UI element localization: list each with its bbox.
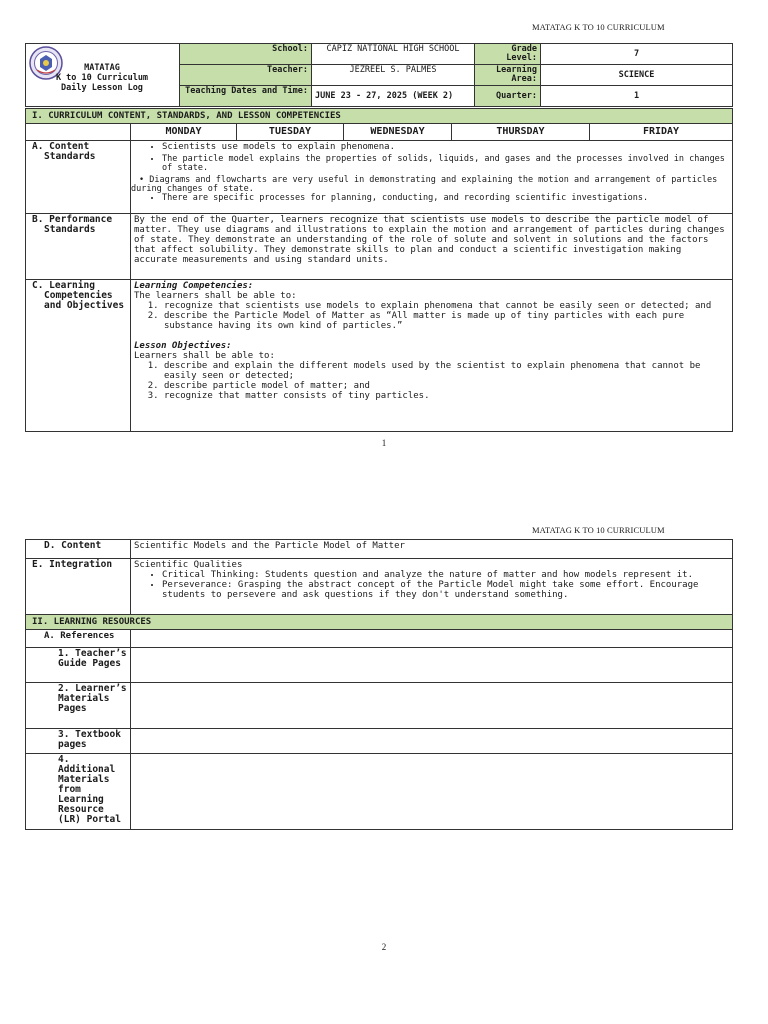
textbook-pages-label: 3. Textbook pages [26, 729, 131, 754]
objectives-heading: Lesson Objectives: [134, 341, 232, 351]
day-monday: MONDAY [131, 124, 237, 141]
day-tuesday: TUESDAY [237, 124, 344, 141]
quarter-label: Quarter: [475, 86, 541, 107]
teacher-label: Teacher: [180, 65, 312, 86]
integration-label: E. Integration [26, 559, 131, 615]
dates-label: Teaching Dates and Time: [180, 86, 312, 107]
content-standard-item: • Diagrams and flowcharts are very useful in demonstrating and explaining the motion and arrangement of particles during changes of state. [131, 175, 718, 194]
integration-item: • Critical Thinking: Students question and analyze the nature of matter and how models represent it. [162, 570, 729, 580]
teachers-guide-label: 1. Teacher’s Guide Pages [26, 648, 131, 683]
integration-heading: Scientific Qualities [134, 560, 243, 570]
competencies-label: C. Learning Competencies and Objectives [26, 280, 131, 432]
references-value [131, 630, 733, 648]
performance-standards-text: By the end of the Quarter, learners recognize that scientists use models to describe the particle model of matter. They use diagrams and illustrations to explain the motion and arrangement of particles during changes of state. They demonstrate an understanding of the role of solute and solvent in solutions and the factors that affect solubility. They demonstrate skills to plan and conduct a scientific investigation making accurate measurements and using standard units. [131, 214, 733, 280]
day-friday: FRIDAY [590, 124, 733, 141]
learners-materials-label: 2. Learner’s Materials Pages [26, 683, 131, 729]
logo-line-matatag: MATATAG [84, 63, 120, 73]
page-number-2: 2 [381, 942, 387, 952]
content-table [25, 539, 733, 830]
day-thursday: THURSDAY [452, 124, 590, 141]
competencies-intro: The learners shall be able to: [134, 291, 297, 301]
textbook-pages-value [131, 729, 733, 754]
day-header-blank [26, 124, 131, 141]
learners-materials-value [131, 683, 733, 729]
references-label: A. References [26, 630, 131, 648]
day-wednesday: WEDNESDAY [344, 124, 452, 141]
dates-value: JUNE 23 - 27, 2025 (WEEK 2) [312, 86, 475, 107]
school-label: School: [180, 44, 312, 65]
logo-line-curriculum: K to 10 Curriculum [55, 73, 149, 83]
content-standards-label: A. Content Standards [26, 141, 131, 214]
content-standard-item: • Scientists use models to explain phenomena. [162, 142, 729, 152]
competency-item: 2. describe the Particle Model of Matter as “All matter is made up of tiny particles with each pure substance having its own kind of particles.” [164, 311, 729, 331]
quarter-value: 1 [541, 86, 733, 107]
competency-item: 1. recognize that scientists use models to explain phenomena that cannot be easily seen or detected; and [164, 301, 729, 311]
content-label: D. Content [26, 540, 131, 559]
grade-label: Grade Level: [475, 44, 541, 65]
objectives-intro: Learners shall be able to: [134, 351, 275, 361]
page-header: MATATAG K TO 10 CURRICULUM [532, 22, 665, 32]
additional-materials-label: 4. Additional Materials from Learning Resource (LR) Portal [26, 754, 131, 830]
objective-item: 1. describe and explain the different models used by the scientist to explain phenomena that cannot be easily seen or detected; [164, 361, 729, 381]
grade-value: 7 [541, 44, 733, 65]
section-curriculum-title: I. CURRICULUM CONTENT, STANDARDS, AND LESSON COMPETENCIES [26, 109, 733, 124]
info-table [25, 43, 733, 107]
objective-item: 3. recognize that matter consists of tiny particles. [164, 391, 729, 401]
curriculum-table [25, 108, 733, 432]
additional-materials-value [131, 754, 733, 830]
content-standard-item: • There are specific processes for planning, conducting, and recording scientific investigations. [162, 194, 729, 203]
area-value: SCIENCE [541, 65, 733, 86]
page2-header: MATATAG K TO 10 CURRICULUM [532, 525, 665, 535]
competencies-cell [131, 280, 733, 432]
teachers-guide-value [131, 648, 733, 683]
content-standard-item: • The particle model explains the properties of solids, liquids, and gases and the processes involved in changes of state. [162, 155, 729, 173]
page-number-1: 1 [381, 438, 387, 448]
content-value: Scientific Models and the Particle Model of Matter [131, 540, 733, 559]
performance-standards-label: B. Performance Standards [26, 214, 131, 280]
logo-line-dll: Daily Lesson Log [61, 83, 143, 93]
competencies-heading: Learning Competencies: [134, 281, 254, 291]
school-value: CAPIZ NATIONAL HIGH SCHOOL [312, 44, 475, 65]
integration-cell [131, 559, 733, 615]
teacher-value: JEZREEL S. PALMES [312, 65, 475, 86]
content-standards-cell [131, 141, 733, 214]
dll-logo-block [26, 44, 180, 107]
area-label: Learning Area: [475, 65, 541, 86]
section-resources-title: II. LEARNING RESOURCES [26, 615, 733, 630]
objective-item: 2. describe particle model of matter; and [164, 381, 729, 391]
integration-item: • Perseverance: Grasping the abstract concept of the Particle Model might take some effort. Encourage students to persevere and ask questions if they don't understand something. [162, 580, 729, 600]
